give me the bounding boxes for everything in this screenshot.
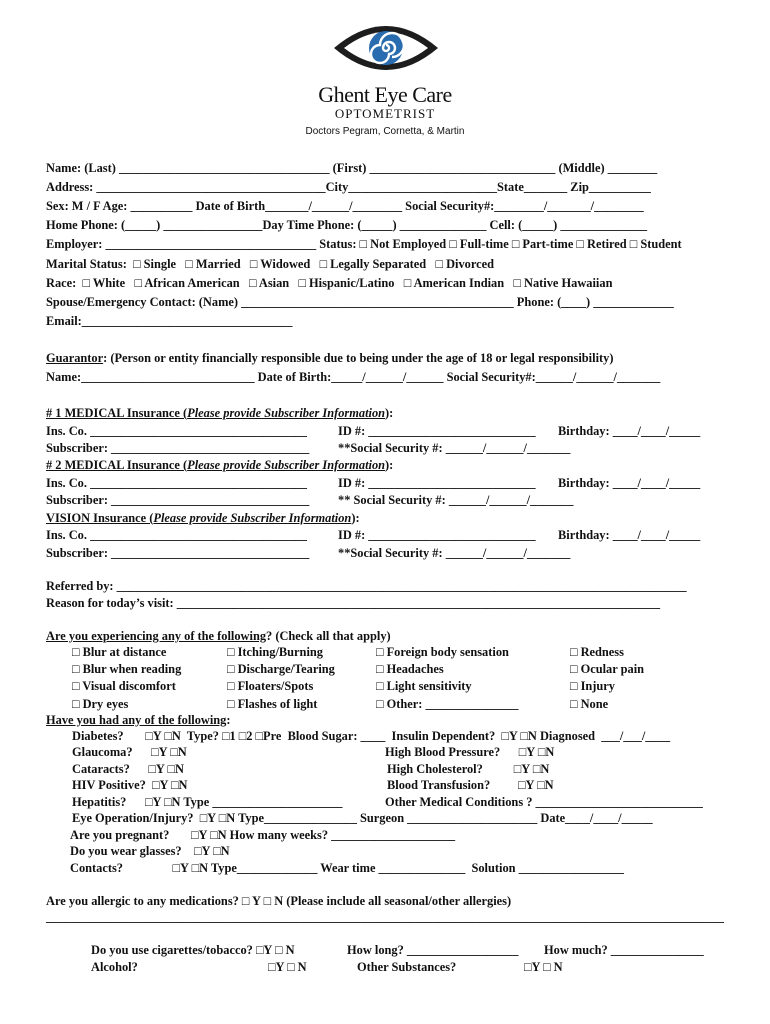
insurance-1-birthday[interactable]: Birthday: ____/____/_____	[558, 424, 701, 438]
symptom-checkbox[interactable]: □ Floaters/Spots	[227, 679, 314, 693]
tobacco-how-much[interactable]: How much? _______________	[544, 943, 704, 957]
other-substances-yn[interactable]: □Y □ N	[524, 960, 563, 974]
tobacco-how-long[interactable]: How long? __________________	[347, 943, 519, 957]
brand-subtitle: OPTOMETRIST	[334, 106, 436, 121]
symptom-checkbox[interactable]: □ Blur when reading	[72, 662, 182, 676]
insurance-2-subscriber[interactable]: Subscriber: ________________________________	[46, 493, 310, 507]
high-blood-pressure-line[interactable]: High Blood Pressure? □Y □N	[385, 745, 555, 759]
blood-transfusion-line[interactable]: Blood Transfusion? □Y □N	[387, 778, 554, 792]
insurance-1-title	[46, 406, 393, 421]
symptom-checkbox[interactable]: □ Light sensitivity	[376, 679, 472, 693]
symptom-checkbox[interactable]: □ Headaches	[376, 662, 444, 676]
cataracts-line[interactable]: Cataracts? □Y □N	[72, 762, 184, 776]
symptom-checkbox[interactable]: □ Discharge/Tearing	[227, 662, 335, 676]
history-heading	[46, 713, 231, 728]
symptom-checkbox[interactable]: □ Itching/Burning	[227, 645, 323, 659]
symptom-checkbox[interactable]: □ Ocular pain	[570, 662, 645, 676]
glaucoma-line[interactable]: Glaucoma? □Y □N	[72, 745, 187, 759]
alcohol-yn[interactable]: □Y □ N	[268, 960, 307, 974]
guarantor-heading	[46, 351, 613, 366]
history-heading-label: Have you had any of the following	[46, 713, 227, 727]
insurance-2-title	[46, 458, 393, 473]
symptom-checkbox[interactable]: □ Flashes of light	[227, 697, 318, 711]
vision-company[interactable]: Ins. Co. ___________________________________	[46, 528, 307, 542]
emergency-contact-line[interactable]: Spouse/Emergency Contact: (Name) ____________________________________________ Phone: (____) _____________	[46, 295, 674, 309]
high-cholesterol-line[interactable]: High Cholesterol? □Y □N	[387, 762, 550, 776]
vision-insurance-title	[46, 511, 360, 526]
sex-age-dob-line[interactable]: Sex: M / F Age: __________ Date of Birth_______/______/________ Social Security#:________/_______/________	[46, 199, 644, 213]
tobacco-question[interactable]: Do you use cigarettes/tobacco? □Y □ N	[91, 943, 295, 957]
symptom-checkbox[interactable]: □ Redness	[570, 645, 624, 659]
guarantor-label: Guarantor	[46, 351, 104, 365]
vision-title-post: ):	[351, 511, 360, 525]
insurance-2-ssn[interactable]: ** Social Security #: ______/______/_______	[338, 493, 574, 507]
referred-by-line[interactable]: Referred by: ____________________________________________________________________________________________	[46, 579, 687, 593]
guarantor-desc: : (Person or entity financially responsible due to being under the age of 18 or legal responsibility)	[103, 351, 614, 365]
insurance-2-title-italic: Please provide Subscriber Information	[187, 458, 386, 472]
address-line[interactable]: Address: _____________________________________City________________________State_______ Zip__________	[46, 180, 651, 194]
guarantor-line[interactable]: Name:____________________________ Date of Birth:_____/______/______ Social Security#:______/______/_______	[46, 370, 661, 384]
symptoms-heading-label: Are you experiencing any of the following	[46, 629, 267, 643]
hepatitis-line[interactable]: Hepatitis? □Y □N Type _____________________	[72, 795, 343, 809]
contacts-line[interactable]: Contacts? □Y □N Type_____________ Wear time ______________ Solution _________________	[70, 861, 624, 875]
race-line[interactable]: Race: □ White □ African American □ Asian □ Hispanic/Latino □ American Indian □ Native Hawaiian	[46, 276, 613, 290]
vision-subscriber[interactable]: Subscriber: ________________________________	[46, 546, 310, 560]
diabetes-line[interactable]: Diabetes? □Y □N Type? □1 □2 □Pre Blood Sugar: ____ Insulin Dependent? □Y □N Diagnosed ___/___/____	[72, 729, 671, 743]
other-conditions-line[interactable]: Other Medical Conditions ? ___________________________	[385, 795, 703, 809]
doctors-line: Doctors Pegram, Cornetta, & Martin	[305, 126, 465, 137]
symptom-checkbox[interactable]: □ Foreign body sensation	[376, 645, 509, 659]
alcohol-label: Alcohol?	[91, 960, 138, 974]
glasses-line[interactable]: Do you wear glasses? □Y □N	[70, 844, 230, 858]
insurance-1-subscriber[interactable]: Subscriber: ________________________________	[46, 441, 310, 455]
symptom-checkbox[interactable]: □ Visual discomfort	[72, 679, 176, 693]
brand-name: Ghent Eye Care	[318, 82, 452, 107]
vision-title-italic: Please provide Subscriber Information	[153, 511, 352, 525]
insurance-2-company[interactable]: Ins. Co. ___________________________________	[46, 476, 307, 490]
symptoms-heading-rest: ? (Check all that apply)	[266, 629, 391, 643]
symptom-checkbox[interactable]: □ Blur at distance	[72, 645, 167, 659]
eye-operation-line[interactable]: Eye Operation/Injury? □Y □N Type_______________ Surgeon _____________________ Date____/____/_____	[72, 811, 653, 825]
insurance-2-title-pre: # 2 MEDICAL Insurance (	[46, 458, 188, 472]
symptom-checkbox[interactable]: □ Other: _______________	[376, 697, 519, 711]
symptom-checkbox[interactable]: □ None	[570, 697, 609, 711]
email-line[interactable]: Email:__________________________________	[46, 314, 293, 328]
hiv-line[interactable]: HIV Positive? □Y □N	[72, 778, 188, 792]
insurance-2-title-post: ):	[385, 458, 394, 472]
insurance-1-ssn[interactable]: **Social Security #: ______/______/_______	[338, 441, 571, 455]
vision-ssn[interactable]: **Social Security #: ______/______/_______	[338, 546, 571, 560]
vision-birthday[interactable]: Birthday: ____/____/_____	[558, 528, 701, 542]
other-substances-label: Other Substances?	[357, 960, 457, 974]
insurance-1-id[interactable]: ID #: ___________________________	[338, 424, 536, 438]
insurance-2-id[interactable]: ID #: ___________________________	[338, 476, 536, 490]
pregnant-line[interactable]: Are you pregnant? □Y □N How many weeks? ____________________	[70, 828, 456, 842]
symptom-checkbox[interactable]: □ Dry eyes	[72, 697, 129, 711]
vision-title-pre: VISION Insurance (	[46, 511, 154, 525]
employer-status-line[interactable]: Employer: __________________________________ Status: □ Not Employed □ Full-time □ Part-time □ Retired □ Student	[46, 237, 682, 251]
insurance-1-title-italic: Please provide Subscriber Information	[187, 406, 386, 420]
insurance-1-title-post: ):	[385, 406, 394, 420]
symptom-checkbox[interactable]: □ Injury	[570, 679, 616, 693]
reason-for-visit-line[interactable]: Reason for today’s visit: ______________________________________________________________________________	[46, 596, 661, 610]
allergy-question[interactable]: Are you allergic to any medications? □ Y □ N (Please include all seasonal/other allergies)	[46, 894, 512, 908]
insurance-2-birthday[interactable]: Birthday: ____/____/_____	[558, 476, 701, 490]
insurance-1-company[interactable]: Ins. Co. ___________________________________	[46, 424, 307, 438]
allergy-line[interactable]: ________________________________________________________________________________________________________________	[46, 910, 724, 924]
marital-status-line[interactable]: Marital Status: □ Single □ Married □ Widowed □ Legally Separated □ Divorced	[46, 257, 495, 271]
eye-logo-icon	[332, 18, 440, 78]
history-heading-rest: :	[226, 713, 231, 727]
symptoms-heading	[46, 629, 391, 644]
vision-id[interactable]: ID #: ___________________________	[338, 528, 536, 542]
insurance-1-title-pre: # 1 MEDICAL Insurance (	[46, 406, 188, 420]
phone-line[interactable]: Home Phone: (_____) ________________Day Time Phone: (_____) ______________ Cell: (_____) ______________	[46, 218, 648, 232]
patient-name-line[interactable]: Name: (Last) __________________________________ (First) ______________________________ (Middle) ________	[46, 161, 658, 175]
